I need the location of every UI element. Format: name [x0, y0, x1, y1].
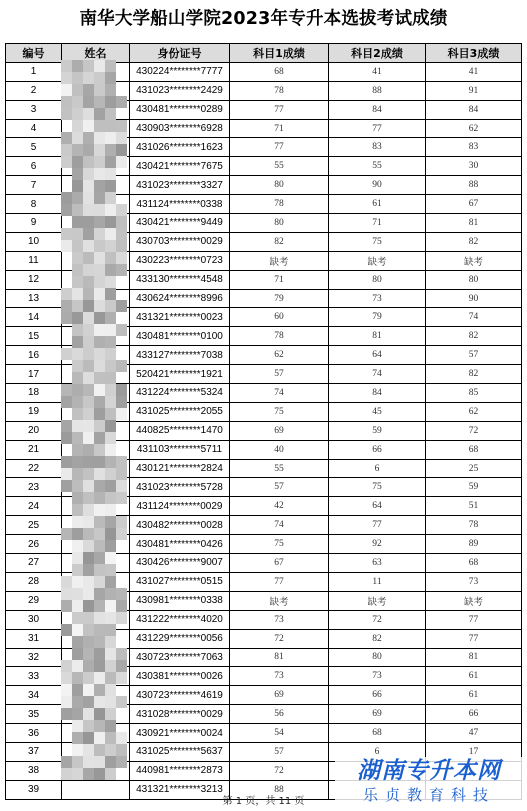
- row-name: [62, 214, 130, 233]
- row-id-number: 431229********0056: [130, 629, 230, 648]
- row-score-1: 73: [230, 667, 329, 686]
- row-score-1: 57: [230, 365, 329, 384]
- row-score-3: 47: [426, 724, 522, 743]
- row-score-1: 68: [230, 62, 329, 81]
- table-row: [6, 157, 522, 176]
- row-id-number: 431025********5637: [130, 742, 230, 761]
- row-score-2: 80: [329, 270, 426, 289]
- row-number: 33: [6, 667, 62, 686]
- row-score-1: 69: [230, 686, 329, 705]
- row-score-1: 69: [230, 421, 329, 440]
- table-row: [6, 535, 522, 554]
- row-id-number: 430482********0028: [130, 516, 230, 535]
- row-id-number: 430903********6928: [130, 119, 230, 138]
- row-number: 26: [6, 535, 62, 554]
- row-number: 23: [6, 478, 62, 497]
- table-row: [6, 497, 522, 516]
- row-score-1: 74: [230, 516, 329, 535]
- row-score-3: 82: [426, 365, 522, 384]
- row-score-2: 6: [329, 742, 426, 761]
- row-score-2: 63: [329, 554, 426, 573]
- row-id-number: 430421********7675: [130, 157, 230, 176]
- column-header: 姓名: [62, 44, 130, 63]
- table-row: [6, 327, 522, 346]
- row-score-3: 82: [426, 232, 522, 251]
- table-row: [6, 308, 522, 327]
- row-score-2: 75: [329, 478, 426, 497]
- table-row: [6, 648, 522, 667]
- row-number: 11: [6, 251, 62, 270]
- row-id-number: 430481********0426: [130, 535, 230, 554]
- row-score-1: 72: [230, 629, 329, 648]
- row-number: 34: [6, 686, 62, 705]
- row-score-1: 78: [230, 195, 329, 214]
- row-score-2: 64: [329, 346, 426, 365]
- row-score-2: 81: [329, 327, 426, 346]
- row-number: 6: [6, 157, 62, 176]
- row-number: 12: [6, 270, 62, 289]
- row-id-number: 430723********7063: [130, 648, 230, 667]
- table-row: [6, 572, 522, 591]
- table-row: [6, 214, 522, 233]
- row-score-3: 61: [426, 686, 522, 705]
- row-score-2: 72: [329, 610, 426, 629]
- table-row: [6, 62, 522, 81]
- row-score-3: 80: [426, 270, 522, 289]
- row-score-2: 66: [329, 686, 426, 705]
- row-name: [62, 195, 130, 214]
- row-number: 8: [6, 195, 62, 214]
- row-number: 27: [6, 554, 62, 573]
- row-name: [62, 572, 130, 591]
- scores-table: [5, 43, 522, 800]
- row-name: [62, 629, 130, 648]
- row-id-number: 431103********5711: [130, 440, 230, 459]
- table-row: [6, 81, 522, 100]
- row-name: [62, 270, 130, 289]
- row-number: 15: [6, 327, 62, 346]
- row-number: 25: [6, 516, 62, 535]
- row-score-3: 91: [426, 81, 522, 100]
- row-name: [62, 138, 130, 157]
- row-name: [62, 516, 130, 535]
- row-score-2: 缺考: [329, 251, 426, 270]
- row-score-3: 83: [426, 138, 522, 157]
- table-row: [6, 232, 522, 251]
- table-row: [6, 591, 522, 610]
- row-score-2: 77: [329, 119, 426, 138]
- page-footer: 第 1 页，共 11 页: [222, 796, 305, 807]
- page-title: 南华大学船山学院2023年专升本选拔考试成绩: [79, 9, 448, 29]
- row-score-3: 74: [426, 308, 522, 327]
- row-name: [62, 610, 130, 629]
- row-id-number: 431222********4020: [130, 610, 230, 629]
- row-id-number: 430624********8996: [130, 289, 230, 308]
- row-score-1: 72: [230, 761, 329, 780]
- row-name: [62, 402, 130, 421]
- row-score-2: 69: [329, 705, 426, 724]
- row-score-2: 41: [329, 62, 426, 81]
- row-name: [62, 440, 130, 459]
- row-score-1: 40: [230, 440, 329, 459]
- row-number: 37: [6, 742, 62, 761]
- row-id-number: 430426********9007: [130, 554, 230, 573]
- row-score-1: 42: [230, 497, 329, 516]
- row-score-2: 6: [329, 459, 426, 478]
- table-row: [6, 478, 522, 497]
- row-name: [62, 742, 130, 761]
- row-score-1: 57: [230, 742, 329, 761]
- row-name: [62, 648, 130, 667]
- row-score-2: 45: [329, 402, 426, 421]
- row-name: [62, 365, 130, 384]
- row-id-number: 430703********0029: [130, 232, 230, 251]
- row-number: 3: [6, 100, 62, 119]
- table-row: [6, 176, 522, 195]
- row-score-3: 57: [426, 346, 522, 365]
- row-score-1: 62: [230, 346, 329, 365]
- row-id-number: 430421********9449: [130, 214, 230, 233]
- row-name: [62, 667, 130, 686]
- row-score-1: 54: [230, 724, 329, 743]
- row-score-3: 62: [426, 119, 522, 138]
- column-header: 编号: [6, 44, 62, 63]
- row-score-1: 75: [230, 535, 329, 554]
- row-score-3: 81: [426, 214, 522, 233]
- row-id-number: 431026********1623: [130, 138, 230, 157]
- row-number: 38: [6, 761, 62, 780]
- table-body: [6, 62, 522, 799]
- row-score-1: 79: [230, 289, 329, 308]
- row-number: 5: [6, 138, 62, 157]
- row-number: 32: [6, 648, 62, 667]
- row-name: [62, 119, 130, 138]
- table-row: [6, 705, 522, 724]
- row-score-2: 64: [329, 497, 426, 516]
- row-name: [62, 327, 130, 346]
- row-number: 4: [6, 119, 62, 138]
- row-number: 21: [6, 440, 62, 459]
- row-score-2: 55: [329, 157, 426, 176]
- row-name: [62, 554, 130, 573]
- table-row: [6, 554, 522, 573]
- row-id-number: 430481********0100: [130, 327, 230, 346]
- row-score-3: 缺考: [426, 251, 522, 270]
- row-score-1: 80: [230, 176, 329, 195]
- watermark-line2: 乐贞教育科技: [362, 786, 495, 804]
- row-score-3: 61: [426, 667, 522, 686]
- row-number: 28: [6, 572, 62, 591]
- row-number: 31: [6, 629, 62, 648]
- row-score-2: 73: [329, 667, 426, 686]
- row-number: 20: [6, 421, 62, 440]
- row-score-3: 41: [426, 62, 522, 81]
- row-number: 2: [6, 81, 62, 100]
- row-score-3: 68: [426, 554, 522, 573]
- row-number: 35: [6, 705, 62, 724]
- row-score-2: 71: [329, 214, 426, 233]
- table-row: [6, 440, 522, 459]
- column-header: 科目1成绩: [230, 44, 329, 63]
- row-score-3: 17: [426, 742, 522, 761]
- row-score-2: 61: [329, 195, 426, 214]
- row-score-1: 81: [230, 648, 329, 667]
- row-score-3: 缺考: [426, 591, 522, 610]
- table-header-row: [6, 44, 522, 63]
- row-score-3: 81: [426, 648, 522, 667]
- row-number: 16: [6, 346, 62, 365]
- row-score-1: 71: [230, 119, 329, 138]
- row-name: [62, 176, 130, 195]
- row-id-number: 520421********1921: [130, 365, 230, 384]
- row-score-1: 71: [230, 270, 329, 289]
- row-number: 19: [6, 402, 62, 421]
- row-id-number: 433130********4548: [130, 270, 230, 289]
- row-score-1: 77: [230, 138, 329, 157]
- row-score-2: 84: [329, 100, 426, 119]
- row-name: [62, 251, 130, 270]
- row-score-3: 62: [426, 402, 522, 421]
- row-score-2: 80: [329, 648, 426, 667]
- row-number: 18: [6, 384, 62, 403]
- row-name: [62, 100, 130, 119]
- row-number: 14: [6, 308, 62, 327]
- row-score-2: 11: [329, 572, 426, 591]
- table-row: [6, 384, 522, 403]
- row-id-number: 431023********3327: [130, 176, 230, 195]
- row-id-number: 430223********0723: [130, 251, 230, 270]
- row-score-3: 88: [426, 176, 522, 195]
- row-number: 24: [6, 497, 62, 516]
- row-score-2: 84: [329, 384, 426, 403]
- row-number: 1: [6, 62, 62, 81]
- row-score-1: 77: [230, 572, 329, 591]
- row-score-2: 75: [329, 232, 426, 251]
- table-row: [6, 421, 522, 440]
- row-score-1: 57: [230, 478, 329, 497]
- row-id-number: 431023********5728: [130, 478, 230, 497]
- row-score-1: 80: [230, 214, 329, 233]
- row-score-2: 90: [329, 176, 426, 195]
- row-score-3: 72: [426, 421, 522, 440]
- row-score-2: 79: [329, 308, 426, 327]
- row-score-2: 73: [329, 289, 426, 308]
- column-header: 科目3成绩: [426, 44, 522, 63]
- row-score-3: 51: [426, 497, 522, 516]
- row-score-3: 78: [426, 516, 522, 535]
- table-row: [6, 667, 522, 686]
- row-score-3: 85: [426, 384, 522, 403]
- row-number: 22: [6, 459, 62, 478]
- row-id-number: 431321********0023: [130, 308, 230, 327]
- row-score-3: 67: [426, 195, 522, 214]
- row-id-number: 431028********0029: [130, 705, 230, 724]
- row-score-3: 90: [426, 289, 522, 308]
- row-score-3: 82: [426, 327, 522, 346]
- row-name: [62, 346, 130, 365]
- row-name: [62, 81, 130, 100]
- row-score-2: 83: [329, 138, 426, 157]
- table-row: [6, 629, 522, 648]
- row-score-3: 30: [426, 157, 522, 176]
- row-name: [62, 478, 130, 497]
- row-name: [62, 308, 130, 327]
- row-name: [62, 761, 130, 780]
- row-score-2: 74: [329, 365, 426, 384]
- row-score-1: 78: [230, 327, 329, 346]
- row-id-number: 431124********0029: [130, 497, 230, 516]
- row-id-number: 430481********0289: [130, 100, 230, 119]
- row-name: [62, 705, 130, 724]
- row-id-number: 430981********0338: [130, 591, 230, 610]
- row-score-1: 82: [230, 232, 329, 251]
- table-row: [6, 365, 522, 384]
- row-number: 30: [6, 610, 62, 629]
- table-row: [6, 402, 522, 421]
- row-id-number: 431124********0338: [130, 195, 230, 214]
- row-id-number: 430723********4619: [130, 686, 230, 705]
- row-name: [62, 591, 130, 610]
- row-score-2: 59: [329, 421, 426, 440]
- row-number: 17: [6, 365, 62, 384]
- table-row: [6, 138, 522, 157]
- row-id-number: 431224********5324: [130, 384, 230, 403]
- row-score-1: 73: [230, 610, 329, 629]
- row-id-number: 430121********2824: [130, 459, 230, 478]
- row-score-2: 缺考: [329, 591, 426, 610]
- row-id-number: 440825********1470: [130, 421, 230, 440]
- row-id-number: 431023********2429: [130, 81, 230, 100]
- watermark-line1: 湖南专升本网: [357, 758, 501, 784]
- table-row: [6, 459, 522, 478]
- table-row: [6, 686, 522, 705]
- row-score-2: 68: [329, 724, 426, 743]
- table-row: [6, 516, 522, 535]
- row-score-1: 77: [230, 100, 329, 119]
- row-score-1: 55: [230, 459, 329, 478]
- row-score-1: 88: [230, 780, 329, 799]
- row-id-number: 430224********7777: [130, 62, 230, 81]
- row-score-2: 77: [329, 516, 426, 535]
- row-score-2: 88: [329, 81, 426, 100]
- row-score-1: 56: [230, 705, 329, 724]
- column-header: 科目2成绩: [329, 44, 426, 63]
- row-id-number: 431321********3213: [130, 780, 230, 799]
- row-score-3: 68: [426, 440, 522, 459]
- row-name: [62, 384, 130, 403]
- row-name: [62, 421, 130, 440]
- row-name: [62, 535, 130, 554]
- row-number: 36: [6, 724, 62, 743]
- row-score-3: 77: [426, 629, 522, 648]
- row-score-1: 60: [230, 308, 329, 327]
- row-id-number: 433127********7038: [130, 346, 230, 365]
- row-score-1: 55: [230, 157, 329, 176]
- table-row: [6, 251, 522, 270]
- row-name: [62, 686, 130, 705]
- row-score-3: 89: [426, 535, 522, 554]
- row-number: 29: [6, 591, 62, 610]
- table-row: [6, 724, 522, 743]
- row-score-1: 75: [230, 402, 329, 421]
- row-id-number: 440981********2873: [130, 761, 230, 780]
- table-row: [6, 195, 522, 214]
- row-score-1: 缺考: [230, 251, 329, 270]
- row-score-1: 67: [230, 554, 329, 573]
- row-score-1: 74: [230, 384, 329, 403]
- watermark-logo: [335, 757, 523, 809]
- table-row: [6, 270, 522, 289]
- row-number: 10: [6, 232, 62, 251]
- row-score-1: 78: [230, 81, 329, 100]
- row-id-number: 430381********0026: [130, 667, 230, 686]
- row-name: [62, 232, 130, 251]
- row-score-2: 66: [329, 440, 426, 459]
- row-name: [62, 724, 130, 743]
- row-id-number: 431025********2055: [130, 402, 230, 421]
- row-score-1: 缺考: [230, 591, 329, 610]
- row-name: [62, 497, 130, 516]
- row-id-number: 431027********0515: [130, 572, 230, 591]
- row-score-2: 92: [329, 535, 426, 554]
- table-row: [6, 289, 522, 308]
- table-row: [6, 119, 522, 138]
- row-number: 13: [6, 289, 62, 308]
- table-row: [6, 610, 522, 629]
- row-name: [62, 459, 130, 478]
- table-row: [6, 346, 522, 365]
- row-score-3: 77: [426, 610, 522, 629]
- row-score-3: 66: [426, 705, 522, 724]
- row-number: 7: [6, 176, 62, 195]
- row-name: [62, 62, 130, 81]
- row-number: 9: [6, 214, 62, 233]
- row-name: [62, 157, 130, 176]
- row-number: 39: [6, 780, 62, 799]
- row-score-3: 84: [426, 100, 522, 119]
- row-score-3: 59: [426, 478, 522, 497]
- table-row: [6, 100, 522, 119]
- row-name: [62, 289, 130, 308]
- column-header: 身份证号: [130, 44, 230, 63]
- row-id-number: 430921********0024: [130, 724, 230, 743]
- row-score-3: 25: [426, 459, 522, 478]
- row-score-3: 73: [426, 572, 522, 591]
- row-score-2: 82: [329, 629, 426, 648]
